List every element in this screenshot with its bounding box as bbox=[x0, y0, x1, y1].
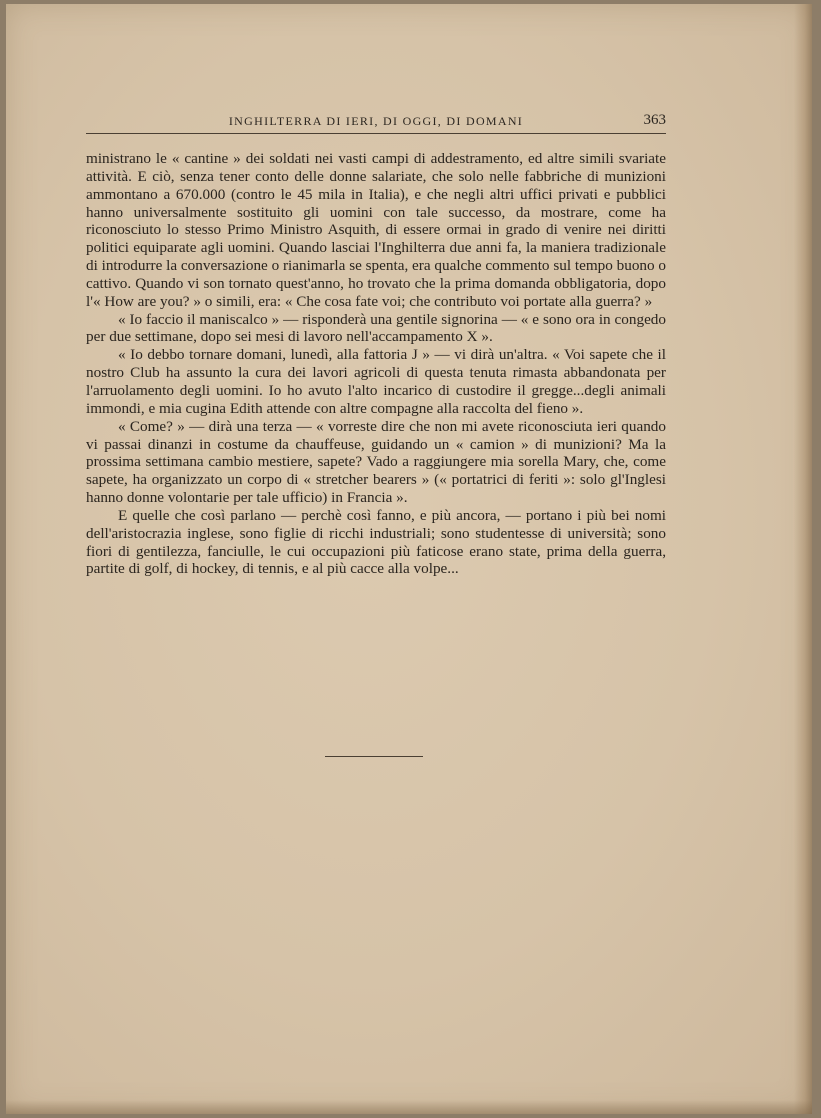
header-rule bbox=[86, 133, 666, 134]
body-text bbox=[86, 150, 666, 578]
paragraph: E quelle che così parlano — perchè così fanno, e più ancora, — portano i più bei nomi dell'aristocrazia inglese, sono figlie di ricchi industriali; sono studentesse di università; sono fiori di gentilezza, fanciulle, le cui occupazioni più faticose erano state, prima della guerra, partite di golf, di hockey, di tennis, e al più cacce alla volpe... bbox=[86, 506, 666, 578]
paragraph: « Come? » — dirà una terza — « vorreste dire che non mi avete riconosciuta ieri quando vi passai dinanzi in costume da chauffeuse, guidando un « camion » di munizioni? Ma la prossima settimana cambio mestiere, sapete? Vado a raggiungere mia sorella Mary, che, come sapete, ha organizzato un corpo di « stretcher bearers » (« portatrici di feriti »: solo gl'Inglesi hanno donne volontarie per tale ufficio) in Francia ». bbox=[86, 417, 666, 507]
paragraph: ministrano le « cantine » dei soldati nei vasti campi di addestramento, ed altre simili svariate attività. E ciò, senza tener conto delle donne salariate, che solo nelle fabbriche di munizioni ammontano a 670.000 (contro le 45 mila in Italia), e che negli altri uffici privati e pubblici hanno universalmente sostituito gli uomini con tale successo, da mostrare, come ha riconosciuto lo stesso Primo Ministro Asquith, di essere ormai in grado di venire nei diritti politici equiparate agli uomini. Quando lasciai l'Inghilterra due anni fa, la maniera tradizionale di introdurre la conversazione o rianimarla se spenta, era qualche commento sul tempo buono o cattivo. Quando vi son tornato quest'anno, ho trovato che la prima domanda obbligatoria, dopo l'« How are you? » o simili, era: « Che cosa fate voi; che contributo voi portate alla guerra? » bbox=[86, 150, 666, 310]
paragraph: « Io faccio il maniscalco » — risponderà una gentile signorina — « e sono ora in congedo per due settimane, dopo sei mesi di lavoro nell'accampamento X ». bbox=[86, 310, 666, 346]
section-end-rule bbox=[325, 756, 423, 757]
page-number: 363 bbox=[643, 112, 666, 128]
page-bottom-shadow bbox=[6, 1100, 812, 1114]
page-header bbox=[86, 110, 666, 134]
paragraph: « Io debbo tornare domani, lunedì, alla fattoria J » — vi dirà un'altra. « Voi sapete che il nostro Club ha assunto la cura dei lavori agricoli di questa tenuta rimasta abbandonata per l'arruolamento degli uomini. Io ho avuto l'alto incarico di custodire il gregge...degli animali immondi, e mia cugina Edith attende con altre compagne alla raccolta del fieno ». bbox=[86, 346, 666, 417]
page-edge-shadow bbox=[794, 4, 812, 1114]
running-title: INGHILTERRA DI IERI, DI OGGI, DI DOMANI bbox=[228, 114, 524, 128]
